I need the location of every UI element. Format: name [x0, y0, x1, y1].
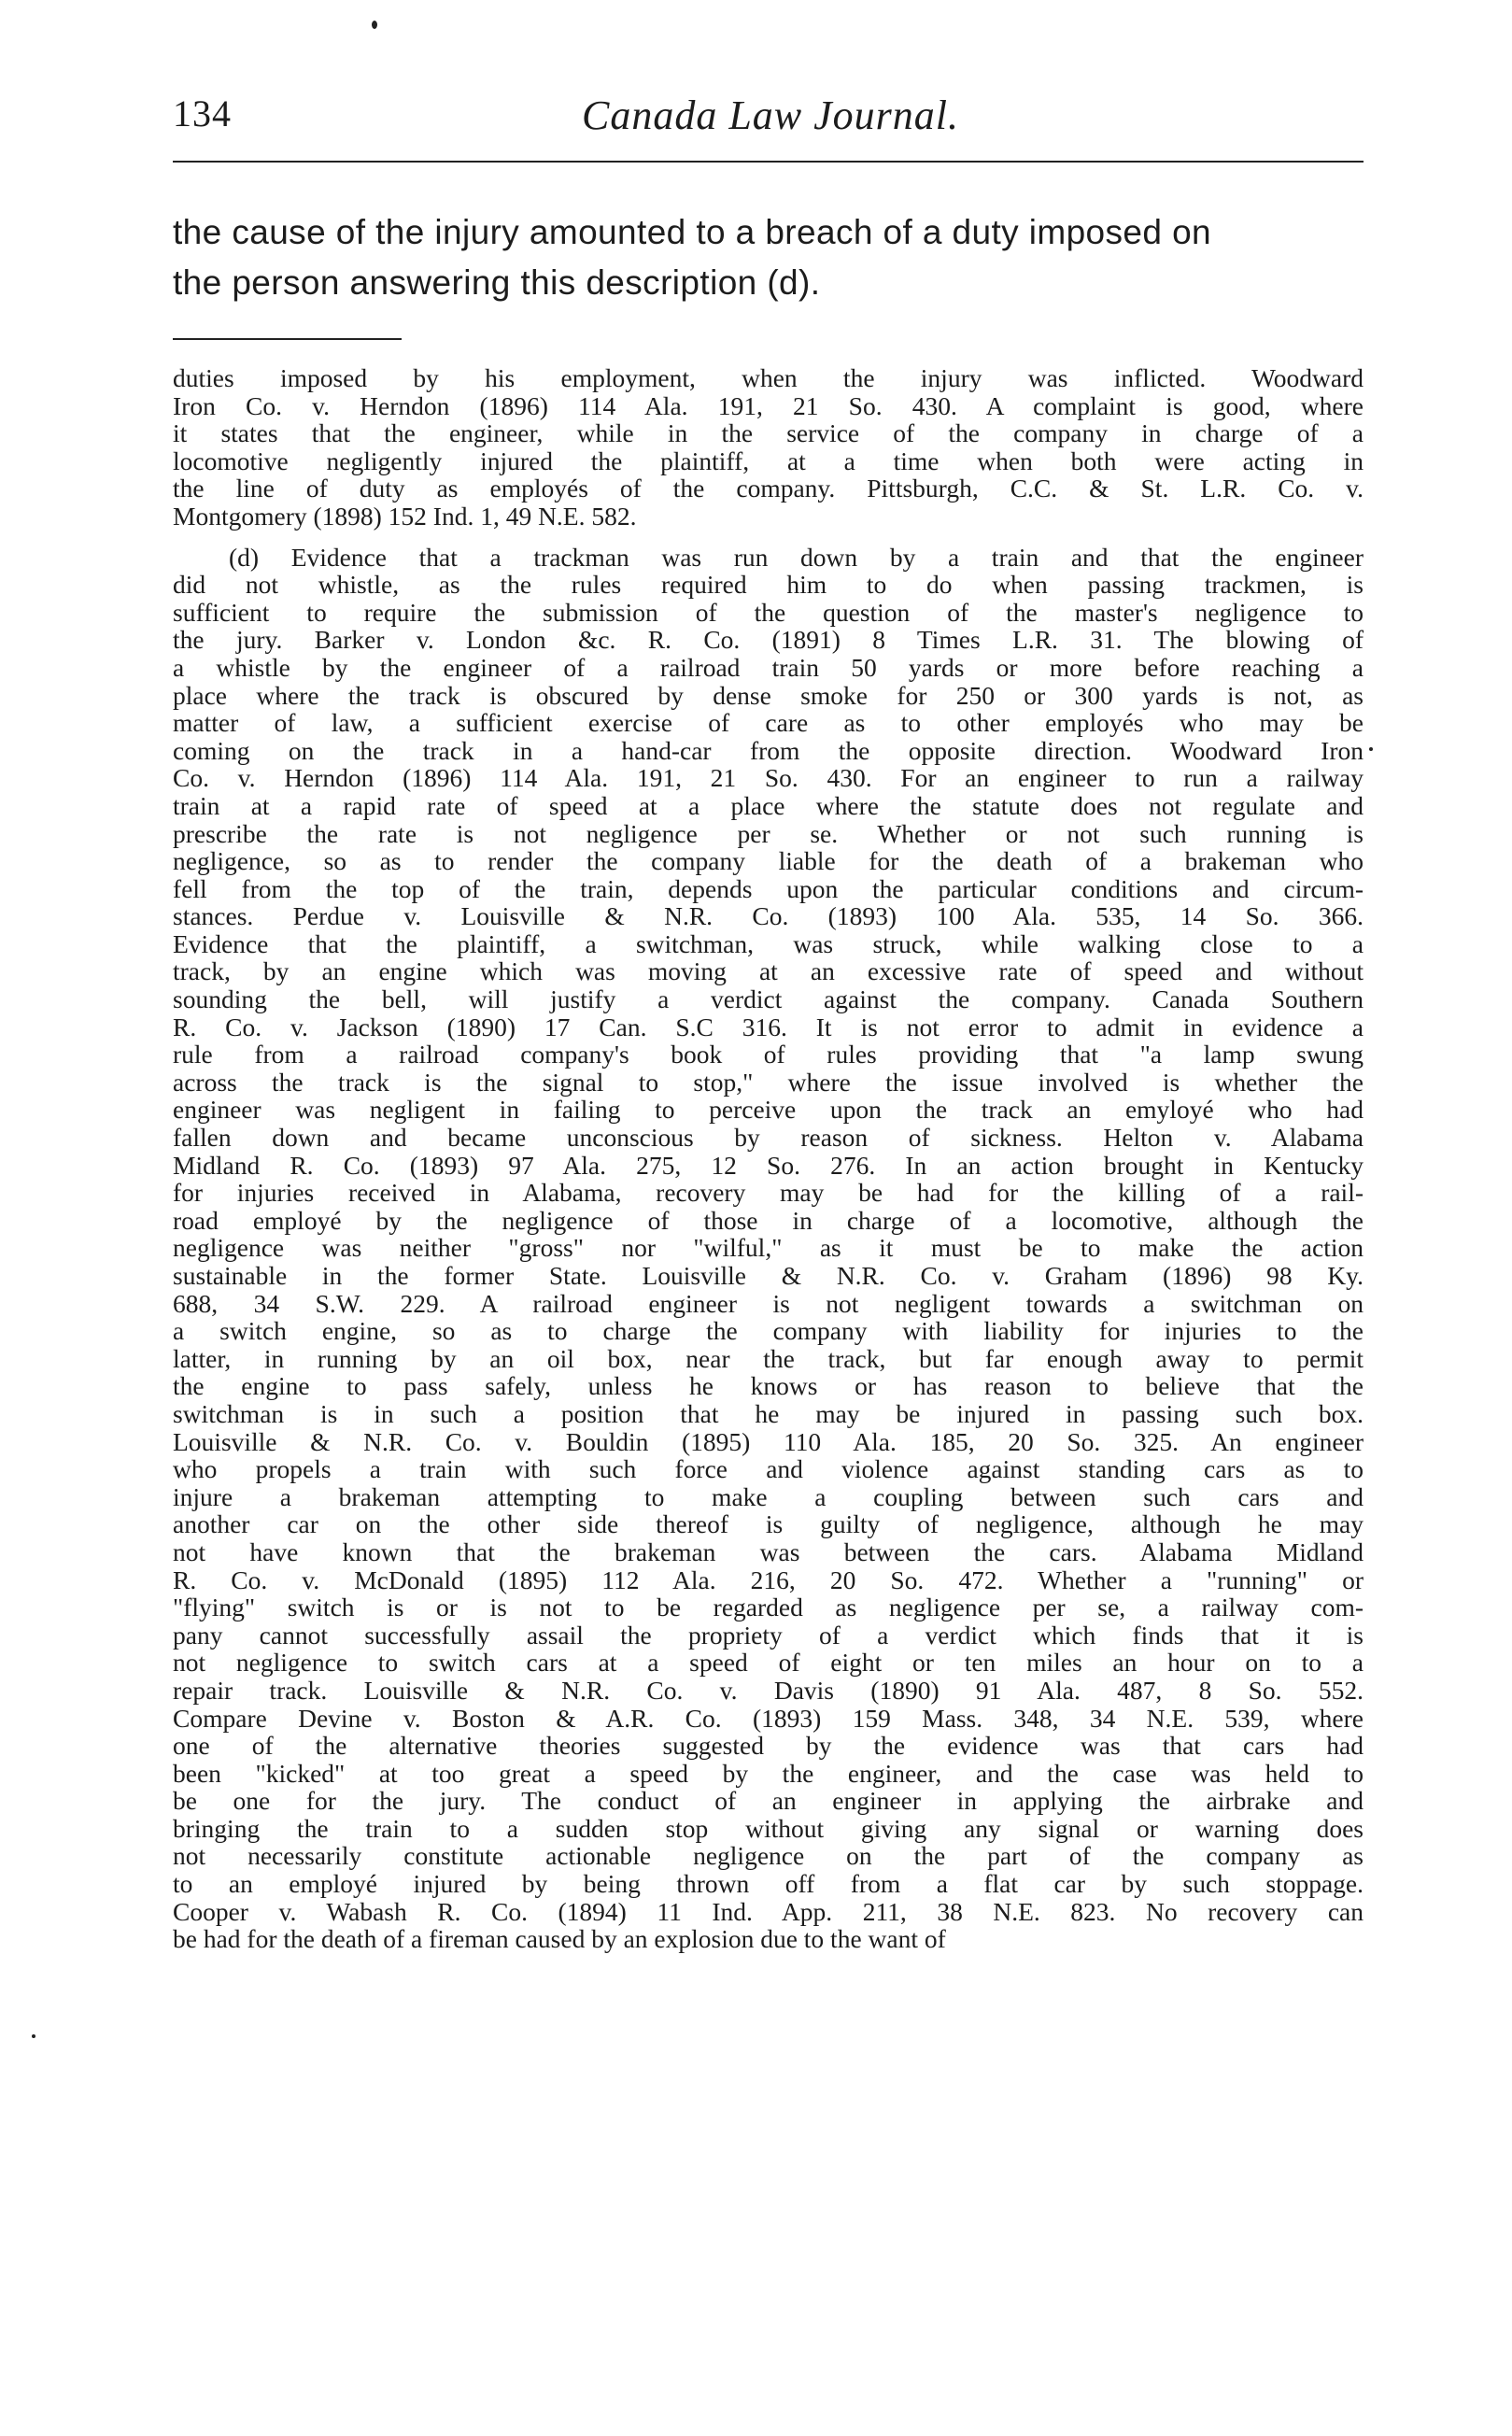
- footnote-line: for injuries received in Alabama, recovery may be had for the killing of a rail-: [173, 1178, 1364, 1208]
- footnote-line: one of the alternative theories suggested by the evidence was that cars had: [173, 1731, 1364, 1761]
- footnote-line: been "kicked" at too great a speed by the engineer, and the case was held to: [173, 1758, 1364, 1788]
- footnote-line: it states that the engineer, while in the service of the company in charge of a: [173, 418, 1364, 448]
- footnote-line: Cooper v. Wabash R. Co. (1894) 11 Ind. App. 211, 38 N.E. 823. No recovery can: [173, 1896, 1364, 1926]
- footnote-line: to an employé injured by being thrown off from a flat car by such stoppage.: [173, 1869, 1364, 1899]
- text-line: the cause of the injury amounted to a breach of a duty imposed on: [173, 213, 1212, 251]
- footnote-line: bringing the train to a sudden stop without giving any signal or warning does: [173, 1813, 1364, 1843]
- footnote-line: the line of duty as employés of the company. Pittsburgh, C.C. & St. L.R. Co. v.: [173, 474, 1364, 503]
- footnote-line: another car on the other side thereof is guilty of negligence, although he may: [173, 1509, 1364, 1539]
- footnote-line: sufficient to require the submission of the question of the master's negligence to: [173, 597, 1364, 627]
- ink-speck: [372, 21, 377, 29]
- footnote-line: matter of law, a sufficient exercise of care as to other employés who may be: [173, 708, 1364, 738]
- footnote-d: [173, 544, 1364, 1953]
- footnote-line: duties imposed by his employment, when the injury was inflicted. Woodward: [173, 363, 1364, 392]
- page-header: [173, 92, 1364, 157]
- footnote-line: repair track. Louisville & N.R. Co. v. Davis (1890) 91 Ala. 487, 8 So. 552.: [173, 1675, 1364, 1705]
- footnote-line: Midland R. Co. (1893) 97 Ala. 275, 12 So. 276. In an action brought in Kentucky: [173, 1150, 1364, 1180]
- footnote-line: train at a rapid rate of speed at a place where the statute does not regulate and: [173, 790, 1364, 820]
- footnote-line: (d) Evidence that a trackman was run down by a train and that the engineer: [229, 542, 1364, 572]
- footnote-line: negligence, so as to render the company liable for the death of a brakeman who: [173, 846, 1364, 876]
- footnote-line: be one for the jury. The conduct of an engineer in applying the airbrake and: [173, 1786, 1364, 1816]
- footnote-line: fallen down and became unconscious by reason of sickness. Helton v. Alabama: [173, 1123, 1364, 1153]
- paragraph-gap: [173, 531, 1364, 544]
- footnote-line: Montgomery (1898) 152 Ind. 1, 49 N.E. 582.: [173, 501, 637, 531]
- header-rule: [173, 161, 1364, 163]
- footnote-line: road employé by the negligence of those in charge of a locomotive, although the: [173, 1205, 1364, 1235]
- footnote-line: sustainable in the former State. Louisville & N.R. Co. v. Graham (1896) 98 Ky.: [173, 1261, 1364, 1290]
- footnote-line: not have known that the brakeman was between the cars. Alabama Midland: [173, 1537, 1364, 1566]
- footnote-line: not negligence to switch cars at a speed of eight or ten miles an hour on to a: [173, 1648, 1364, 1678]
- footnote-line: Iron Co. v. Herndon (1896) 114 Ala. 191, 21 So. 430. A complaint is good, where: [173, 390, 1364, 420]
- footnote-line: the jury. Barker v. London &c. R. Co. (1891) 8 Times L.R. 31. The blowing of: [173, 625, 1364, 655]
- footnote-line: fell from the top of the train, depends upon the particular conditions and circum-: [173, 873, 1364, 903]
- footnote-line: rule from a railroad company's book of rules providing that "a lamp swung: [173, 1040, 1364, 1069]
- text-line: the person answering this description (d).: [173, 263, 821, 302]
- footnote-line: stances. Perdue v. Louisville & N.R. Co. (1893) 100 Ala. 535, 14 So. 366.: [173, 901, 1364, 931]
- footnote-line: engineer was negligent in failing to perceive upon the track an emyloyé who had: [173, 1095, 1364, 1125]
- footnote-line: 688, 34 S.W. 229. A railroad engineer is not negligent towards a switchman on: [173, 1288, 1364, 1318]
- footnote-line: latter, in running by an oil box, near the track, but far enough away to permit: [173, 1343, 1364, 1373]
- footnote-line: Co. v. Herndon (1896) 114 Ala. 191, 21 So. 430. For an engineer to run a railway: [173, 763, 1364, 793]
- footnote-line: locomotive negligently injured the plaintiff, at a time when both were acting in: [173, 446, 1364, 475]
- footnote-line: track, by an engine which was moving at an excessive rate of speed and without: [173, 956, 1364, 986]
- footnote-line: coming on the track in a hand-car from the opposite direction. Woodward Iron: [173, 735, 1364, 765]
- main-text: [173, 207, 1364, 308]
- running-title: Canada Law Journal.: [581, 92, 960, 138]
- footnote-line: R. Co. v. Jackson (1890) 17 Can. S.C 316. It is not error to admit in evidence a: [173, 1012, 1364, 1041]
- footnote-line: across the track is the signal to stop," where the issue involved is whether the: [173, 1067, 1364, 1097]
- footnote-line: injure a brakeman attempting to make a coupling between such cars and: [173, 1481, 1364, 1511]
- footnote-line: negligence was neither "gross" nor "wilful," as it must be to make the action: [173, 1233, 1364, 1263]
- footnote-line: a whistle by the engineer of a railroad train 50 yards or more before reaching a: [173, 652, 1364, 682]
- footnotes: [173, 364, 1364, 1953]
- ink-speck: [1369, 747, 1373, 751]
- footnote-line: Evidence that the plaintiff, a switchman, was struck, while walking close to a: [173, 928, 1364, 958]
- footnote-line: did not whistle, as the rules required him to do when passing trackmen, is: [173, 570, 1364, 600]
- footnote-line: prescribe the rate is not negligence per se. Whether or not such running is: [173, 818, 1364, 848]
- footnote-line: R. Co. v. McDonald (1895) 112 Ala. 216, 20 So. 472. Whether a "running" or: [173, 1565, 1364, 1594]
- footnote-line: Louisville & N.R. Co. v. Bouldin (1895) 110 Ala. 185, 20 So. 325. An engineer: [173, 1426, 1364, 1456]
- footnote-line: Compare Devine v. Boston & A.R. Co. (1893) 159 Mass. 348, 34 N.E. 539, where: [173, 1703, 1364, 1733]
- footnote-line: place where the track is obscured by dense smoke for 250 or 300 yards is not, as: [173, 680, 1364, 710]
- footnote-continuation: [173, 364, 1364, 531]
- footnote-line: the engine to pass safely, unless he knows or has reason to believe that the: [173, 1371, 1364, 1401]
- footnote-separator: [173, 338, 402, 340]
- footnote-line: sounding the bell, will justify a verdict against the company. Canada Southern: [173, 984, 1364, 1014]
- footnote-line: be had for the death of a fireman caused by an explosion due to the want of: [173, 1924, 946, 1954]
- footnote-line: not necessarily constitute actionable negligence on the part of the company as: [173, 1841, 1364, 1871]
- footnote-line: a switch engine, so as to charge the company with liability for injuries to the: [173, 1316, 1364, 1346]
- page-number: 134: [173, 92, 232, 135]
- footnote-line: pany cannot successfully assail the propriety of a verdict which finds that it is: [173, 1620, 1364, 1650]
- footnote-line: "flying" switch is or is not to be regarded as negligence per se, a railway com-: [173, 1593, 1364, 1622]
- footnote-line: switchman is in such a position that he may be injured in passing such box.: [173, 1398, 1364, 1428]
- footnote-line: who propels a train with such force and violence against standing cars as to: [173, 1454, 1364, 1484]
- ink-speck: [32, 2034, 35, 2038]
